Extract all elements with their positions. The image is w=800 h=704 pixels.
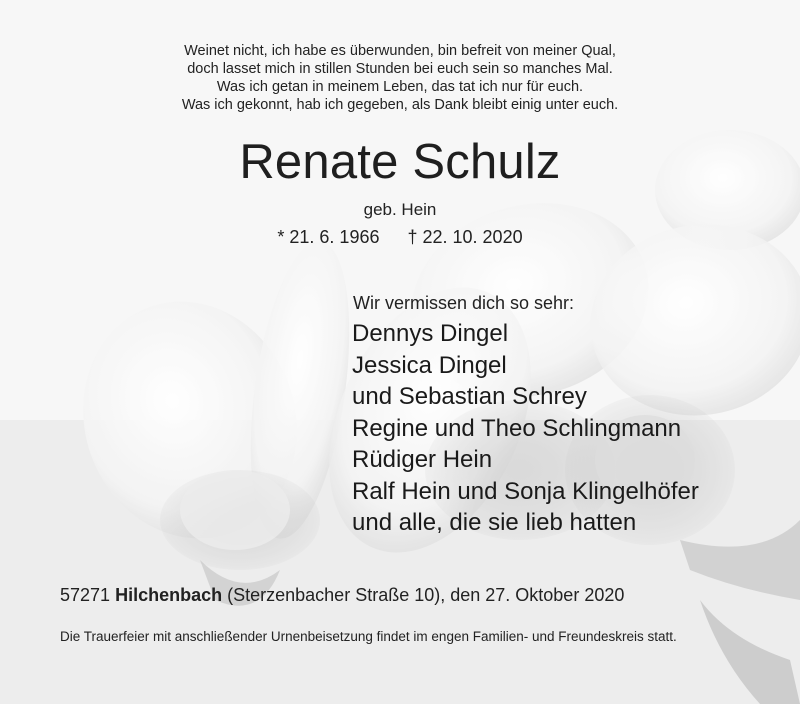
- poem-line: doch lasset mich in stillen Stunden bei euch sein so manches Mal.: [187, 61, 613, 77]
- mourner-name: Jessica Dingel: [352, 351, 507, 379]
- mourner-name: Regine und Theo Schlingmann: [352, 414, 682, 442]
- mourner-name: Dennys Dingel: [352, 320, 509, 347]
- death-date: † 22. 10. 2020: [407, 227, 523, 247]
- birth-name: geb. Hein: [363, 200, 437, 219]
- birth-date: * 21. 6. 1966: [277, 227, 380, 247]
- mourners-intro: Wir vermissen dich so sehr:: [353, 293, 575, 313]
- mourners-list: [352, 318, 699, 539]
- mourner-name: und alle, die sie lieb hatten: [352, 509, 637, 536]
- life-dates: [0, 226, 800, 248]
- mourner-name: und Sebastian Schrey: [352, 383, 587, 410]
- location-date-line: [60, 584, 624, 606]
- poem-line: Was ich gekonnt, hab ich gegeben, als Dank bleibt einig unter euch.: [181, 97, 619, 113]
- poem: [0, 42, 800, 114]
- funeral-notice: Die Trauerfeier mit anschließender Urnenbeisetzung findet im engen Familien- und Freundeskreis statt.: [60, 629, 677, 644]
- city: Hilchenbach: [115, 585, 223, 605]
- postcode: 57271: [60, 585, 111, 605]
- deceased-name: Renate Schulz: [239, 135, 561, 189]
- poem-line: Weinet nicht, ich habe es überwunden, bin befreit von meiner Qual,: [184, 43, 616, 59]
- poem-line: Was ich getan in meinem Leben, das tat ich nur für euch.: [216, 79, 584, 95]
- mourner-name: Rüdiger Hein: [352, 446, 493, 473]
- address-date: (Sterzenbacher Straße 10), den 27. Oktober 2020: [227, 585, 625, 605]
- mourner-name: Ralf Hein und Sonja Klingelhöfer: [352, 477, 699, 505]
